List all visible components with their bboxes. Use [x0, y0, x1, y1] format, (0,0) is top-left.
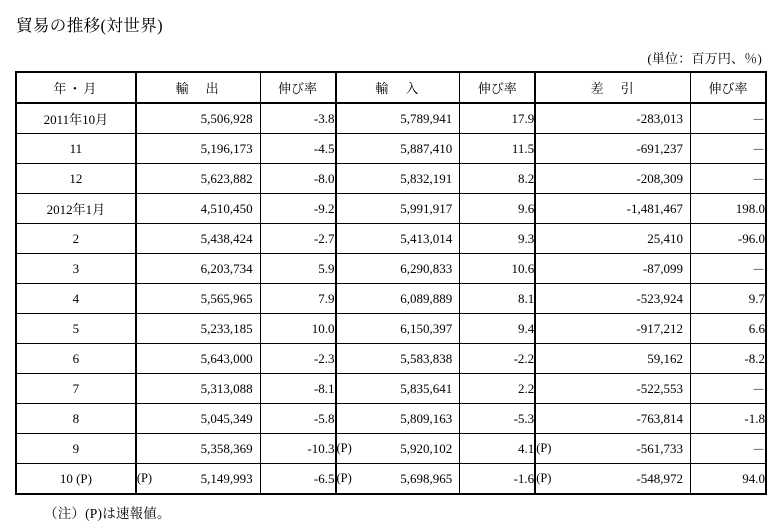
- cell-value: 5,413,014: [400, 230, 453, 246]
- cell-balance-rate: －: [691, 134, 767, 164]
- cell-balance-rate: －: [691, 164, 767, 194]
- cell-balance-rate: -1.8: [691, 404, 767, 434]
- cell-import-rate: 8.2: [460, 164, 535, 194]
- cell-value: -523,924: [636, 290, 683, 306]
- cell-value: 6,203,734: [200, 260, 253, 276]
- cell-value: 5,506,928: [200, 110, 253, 126]
- footnote: （注）(P)は速報値。: [44, 506, 171, 521]
- cell-export-rate: -2.3: [260, 344, 335, 374]
- cell-balance-value: [535, 374, 690, 404]
- cell-value: 5,358,369: [200, 440, 253, 456]
- cell-export-rate: 7.9: [260, 284, 335, 314]
- cell-import-rate: -5.3: [460, 404, 535, 434]
- cell-value: 5,313,088: [200, 380, 253, 396]
- cell-period: 7: [16, 374, 136, 404]
- table-row: [16, 103, 766, 134]
- preliminary-marker: (P): [536, 471, 552, 485]
- cell-balance-value: [535, 464, 690, 495]
- cell-value: 6,089,889: [400, 290, 453, 306]
- table-row: [16, 374, 766, 404]
- cell-value: -1,481,467: [626, 200, 683, 216]
- cell-export-value: [136, 164, 260, 194]
- cell-export-rate: -8.0: [260, 164, 335, 194]
- cell-value: 5,835,641: [400, 380, 453, 396]
- cell-export-value: [136, 284, 260, 314]
- cell-import-value: [336, 464, 460, 495]
- column-header-export: 輸 出: [136, 72, 260, 103]
- cell-export-value: [136, 314, 260, 344]
- cell-import-rate: 9.3: [460, 224, 535, 254]
- page-title: 貿易の推移(対世界): [16, 16, 163, 35]
- cell-value: 25,410: [647, 230, 683, 246]
- cell-import-rate: 4.1: [460, 434, 535, 464]
- cell-value: 4,510,450: [200, 200, 253, 216]
- cell-value: 5,149,993: [200, 470, 253, 486]
- cell-value: 5,887,410: [400, 140, 453, 156]
- cell-value: 6,290,833: [400, 260, 453, 276]
- unit-note: (単位：百万円、％): [647, 51, 762, 66]
- cell-value: -283,013: [636, 110, 683, 126]
- cell-export-rate: -6.5: [260, 464, 335, 495]
- cell-import-value: [336, 103, 460, 134]
- cell-value: 5,920,102: [400, 440, 453, 456]
- preliminary-marker: (P): [136, 471, 153, 485]
- cell-balance-value: [535, 314, 690, 344]
- column-header-import-rate: 伸び率: [460, 72, 535, 103]
- cell-period: 10 (P): [16, 464, 136, 495]
- cell-export-value: [136, 464, 260, 495]
- cell-import-value: [336, 344, 460, 374]
- cell-import-rate: 2.2: [460, 374, 535, 404]
- cell-balance-rate: －: [691, 103, 767, 134]
- cell-import-value: [336, 254, 460, 284]
- table-body: [16, 103, 766, 494]
- cell-balance-value: [535, 434, 690, 464]
- cell-balance-rate: －: [691, 254, 767, 284]
- cell-export-rate: -2.7: [260, 224, 335, 254]
- table-row: [16, 164, 766, 194]
- cell-value: 5,832,191: [400, 170, 453, 186]
- cell-export-value: [136, 254, 260, 284]
- cell-import-value: [336, 284, 460, 314]
- cell-balance-value: [535, 194, 690, 224]
- cell-export-value: [136, 404, 260, 434]
- cell-import-value: [336, 164, 460, 194]
- cell-import-rate: 11.5: [460, 134, 535, 164]
- column-header-balance-rate: 伸び率: [691, 72, 767, 103]
- cell-period: 9: [16, 434, 136, 464]
- cell-value: 5,623,882: [200, 170, 253, 186]
- cell-value: 5,991,917: [400, 200, 453, 216]
- cell-value: 5,045,349: [200, 410, 253, 426]
- cell-period: 2011年10月: [16, 103, 136, 134]
- cell-period: 8: [16, 404, 136, 434]
- cell-value: -917,212: [636, 320, 683, 336]
- cell-balance-rate: －: [691, 374, 767, 404]
- cell-balance-value: [535, 254, 690, 284]
- cell-period: 2012年1月: [16, 194, 136, 224]
- preliminary-marker: (P): [336, 471, 352, 485]
- preliminary-marker: (P): [336, 441, 352, 455]
- cell-export-value: [136, 134, 260, 164]
- cell-value: 59,162: [647, 350, 683, 366]
- trade-statistics-table: [15, 71, 767, 495]
- cell-value: -87,099: [642, 260, 683, 276]
- cell-balance-value: [535, 103, 690, 134]
- table-row: [16, 434, 766, 464]
- cell-period: 12: [16, 164, 136, 194]
- cell-import-value: [336, 434, 460, 464]
- cell-import-value: [336, 224, 460, 254]
- table-row: [16, 314, 766, 344]
- table-row: [16, 344, 766, 374]
- cell-import-rate: 9.6: [460, 194, 535, 224]
- cell-import-value: [336, 404, 460, 434]
- cell-export-value: [136, 434, 260, 464]
- cell-export-rate: -3.8: [260, 103, 335, 134]
- cell-period: 4: [16, 284, 136, 314]
- cell-export-rate: -4.5: [260, 134, 335, 164]
- cell-import-value: [336, 194, 460, 224]
- cell-period: 6: [16, 344, 136, 374]
- cell-import-value: [336, 314, 460, 344]
- cell-value: -522,553: [636, 380, 683, 396]
- cell-value: -561,733: [636, 440, 683, 456]
- column-header-export-rate: 伸び率: [260, 72, 335, 103]
- cell-export-value: [136, 344, 260, 374]
- cell-balance-rate: 6.6: [691, 314, 767, 344]
- cell-balance-value: [535, 284, 690, 314]
- cell-value: 5,809,163: [400, 410, 453, 426]
- cell-value: 6,150,397: [400, 320, 453, 336]
- table-row: [16, 194, 766, 224]
- cell-import-rate: 8.1: [460, 284, 535, 314]
- cell-value: -548,972: [636, 470, 683, 486]
- cell-value: 5,583,838: [400, 350, 453, 366]
- cell-period: 5: [16, 314, 136, 344]
- column-header-period: 年・月: [16, 72, 136, 103]
- cell-import-value: [336, 374, 460, 404]
- cell-export-value: [136, 224, 260, 254]
- cell-value: -763,814: [636, 410, 683, 426]
- cell-value: 5,789,941: [400, 110, 453, 126]
- cell-value: -208,309: [636, 170, 683, 186]
- table-row: [16, 284, 766, 314]
- cell-export-value: [136, 103, 260, 134]
- cell-balance-rate: －: [691, 434, 767, 464]
- cell-balance-rate: -8.2: [691, 344, 767, 374]
- cell-export-rate: -10.3: [260, 434, 335, 464]
- cell-period: 3: [16, 254, 136, 284]
- cell-value: 5,233,185: [200, 320, 253, 336]
- cell-import-rate: 10.6: [460, 254, 535, 284]
- cell-balance-rate: 9.7: [691, 284, 767, 314]
- cell-balance-rate: 94.0: [691, 464, 767, 495]
- cell-value: 5,196,173: [200, 140, 253, 156]
- cell-balance-rate: 198.0: [691, 194, 767, 224]
- preliminary-marker: (P): [536, 441, 552, 455]
- cell-import-rate: 9.4: [460, 314, 535, 344]
- table-row: [16, 464, 766, 495]
- cell-import-rate: -1.6: [460, 464, 535, 495]
- cell-export-rate: -8.1: [260, 374, 335, 404]
- cell-value: 5,643,000: [200, 350, 253, 366]
- cell-export-rate: 5.9: [260, 254, 335, 284]
- cell-import-rate: -2.2: [460, 344, 535, 374]
- table-row: [16, 134, 766, 164]
- cell-value: 5,565,965: [200, 290, 253, 306]
- cell-export-rate: -5.8: [260, 404, 335, 434]
- table-row: [16, 224, 766, 254]
- cell-export-rate: 10.0: [260, 314, 335, 344]
- table-row: [16, 404, 766, 434]
- cell-balance-value: [535, 134, 690, 164]
- column-header-balance: 差 引: [535, 72, 690, 103]
- cell-value: 5,698,965: [400, 470, 453, 486]
- cell-export-value: [136, 194, 260, 224]
- cell-balance-value: [535, 224, 690, 254]
- cell-value: 5,438,424: [200, 230, 253, 246]
- cell-balance-value: [535, 404, 690, 434]
- cell-period: 2: [16, 224, 136, 254]
- cell-import-value: [336, 134, 460, 164]
- cell-balance-value: [535, 164, 690, 194]
- cell-export-rate: -9.2: [260, 194, 335, 224]
- cell-import-rate: 17.9: [460, 103, 535, 134]
- cell-balance-rate: -96.0: [691, 224, 767, 254]
- cell-balance-value: [535, 344, 690, 374]
- table-header-row: [16, 72, 766, 103]
- column-header-import: 輸 入: [336, 72, 460, 103]
- cell-period: 11: [16, 134, 136, 164]
- table-row: [16, 254, 766, 284]
- cell-value: -691,237: [636, 140, 683, 156]
- cell-export-value: [136, 374, 260, 404]
